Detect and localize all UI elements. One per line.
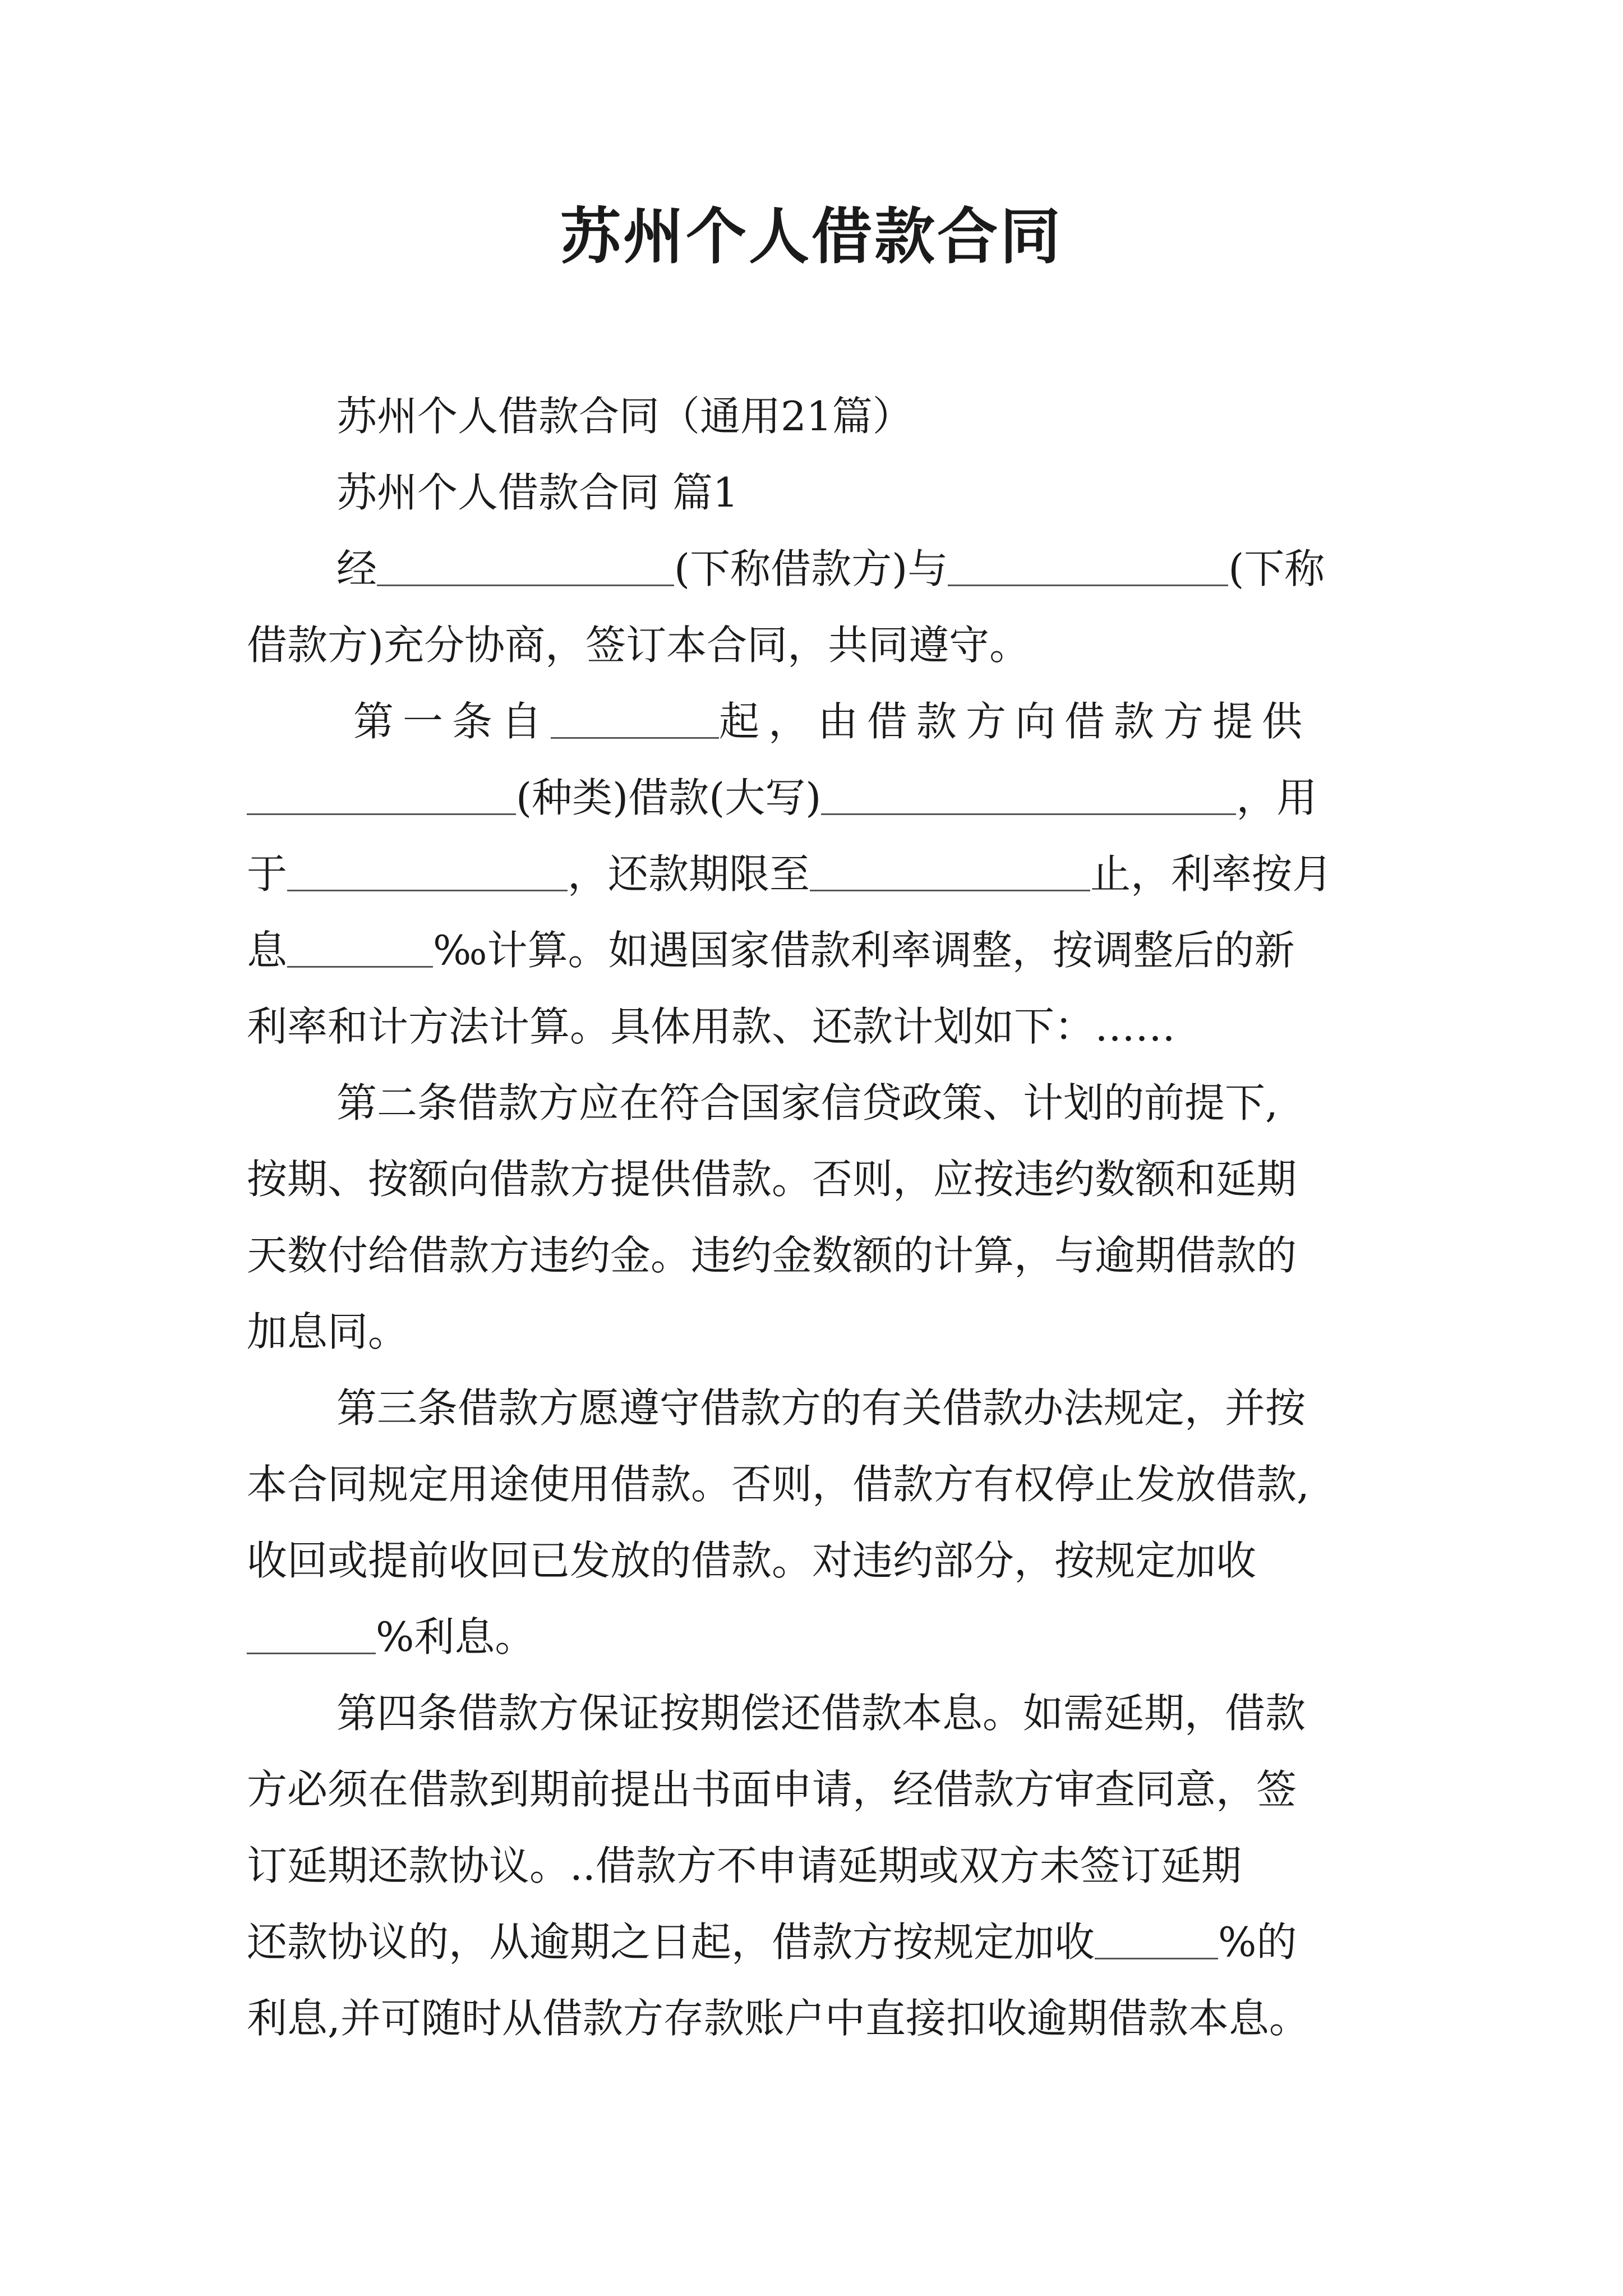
paragraph-line: 按期、按额向借款方提供借款。否则，应按违约数额和延期	[247, 1156, 1297, 1203]
paragraph-line	[247, 1609, 535, 1665]
paragraph-line	[247, 922, 1295, 978]
paragraph-line: 第四条借款方保证按期偿还借款本息。如需延期，借款	[336, 1690, 1306, 1737]
paragraph-line: 第三条借款方愿遵守借款方的有关借款办法规定，并按	[336, 1384, 1306, 1432]
paragraph-line: 天数付给借款方违约金。违约金数额的计算，与逾期借款的	[247, 1232, 1297, 1279]
text-segment: 经	[336, 545, 377, 592]
blank-field	[948, 550, 1228, 586]
blank-field	[810, 855, 1090, 891]
paragraph-line: 方必须在借款到期前提出书面申请，经借款方审查同意，签	[247, 1766, 1297, 1813]
blank-field	[247, 779, 516, 815]
text-segment: 起，由借款方向借款方提供	[719, 698, 1312, 745]
text-segment: %利息。	[376, 1613, 536, 1660]
paragraph-line	[247, 846, 1332, 902]
document-subtitle: 苏州个人借款合同（通用21篇）	[336, 393, 913, 440]
text-segment: 还款协议的，从逾期之日起，借款方按规定加收	[247, 1918, 1095, 1966]
blank-field	[551, 702, 719, 739]
blank-field	[247, 1618, 376, 1654]
blank-field	[821, 779, 1236, 815]
blank-field	[377, 550, 674, 586]
paragraph-line	[353, 693, 1311, 749]
text-segment: (下称借款方)与	[674, 545, 948, 592]
paragraph-line: 加息同。	[247, 1308, 409, 1355]
paragraph-line: 收回或提前收回已发放的借款。对违约部分，按规定加收	[247, 1537, 1257, 1584]
text-segment: ，还款期限至	[568, 850, 810, 898]
paragraph-line: 第二条借款方应在符合国家信贷政策、计划的前提下,	[336, 1079, 1278, 1126]
paragraph-line	[247, 1914, 1297, 1970]
paragraph-line	[247, 770, 1317, 826]
section-heading: 苏州个人借款合同 篇1	[336, 469, 739, 516]
paragraph-line: 订延期还款协议。..借款方不申请延期或双方未签订延期	[247, 1842, 1242, 1889]
blank-field	[1095, 1923, 1218, 1959]
paragraph-line: 借款方)充分协商，签订本合同，共同遵守。	[247, 622, 1030, 669]
text-segment: %的	[1218, 1918, 1297, 1966]
text-segment: (种类)借款(大写)	[516, 774, 822, 821]
paragraph-line: 利率和计方法计算。具体用款、还款计划如下：……	[247, 1003, 1176, 1050]
paragraph-line: 利息,并可随时从借款方存款账户中直接扣收逾期借款本息。	[247, 1995, 1310, 2042]
text-segment: ‰计算。如遇国家借款利率调整，按调整后的新	[433, 927, 1295, 974]
paragraph-line: 本合同规定用途使用借款。否则，借款方有权停止发放借款,	[247, 1461, 1310, 1508]
blank-field	[287, 931, 433, 968]
text-segment: ，用	[1236, 774, 1317, 821]
text-segment: (下称	[1228, 545, 1325, 592]
text-segment: 息	[247, 927, 288, 974]
text-segment: 于	[247, 850, 288, 898]
blank-field	[287, 855, 568, 891]
paragraph-line	[336, 541, 1325, 597]
text-segment: 止，利率按月	[1090, 850, 1333, 898]
document-title: 苏州个人借款合同	[560, 201, 1063, 272]
text-segment: 第一条自	[353, 698, 551, 745]
